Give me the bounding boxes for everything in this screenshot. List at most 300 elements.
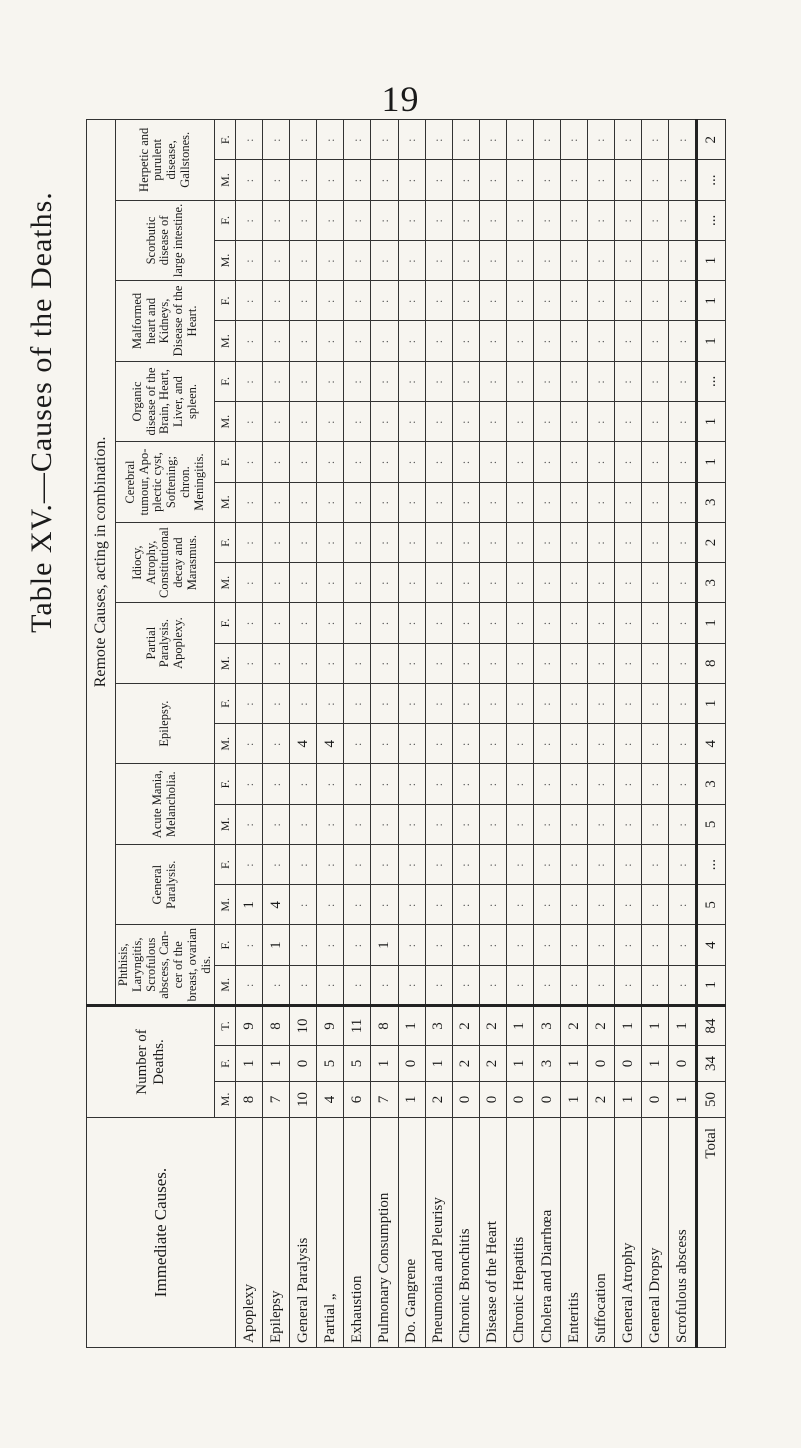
deaths-t: 11 bbox=[344, 1006, 371, 1046]
remote-cause-cell: : bbox=[290, 240, 317, 280]
remote-cause-cell: : bbox=[344, 119, 371, 159]
remote-cause-cell: : bbox=[290, 281, 317, 321]
deaths-f: 2 bbox=[479, 1046, 506, 1082]
remote-cause-cell: : bbox=[344, 563, 371, 603]
remote-cause-cell: : bbox=[398, 240, 425, 280]
remote-cause-cell: : bbox=[344, 643, 371, 683]
total-remote-cell: 2 bbox=[697, 119, 726, 159]
remote-cause-cell: : bbox=[317, 160, 344, 200]
remote-cause-cell: : bbox=[317, 844, 344, 884]
remote-cause-cell: : bbox=[587, 442, 614, 482]
remote-cause-header: Scorbutic disease of large intestine. bbox=[116, 200, 215, 281]
remote-cause-cell: : bbox=[479, 643, 506, 683]
remote-cause-cell: : bbox=[425, 925, 452, 965]
total-remote-cell: 3 bbox=[697, 482, 726, 522]
remote-cause-cell: : bbox=[425, 804, 452, 844]
remote-cause-cell: : bbox=[506, 442, 533, 482]
deaths-t: 2 bbox=[452, 1006, 479, 1046]
remote-cause-cell: : bbox=[371, 240, 398, 280]
deaths-m: 7 bbox=[263, 1082, 290, 1118]
total-remote-cell: 1 bbox=[697, 965, 726, 1005]
remote-cause-cell: : bbox=[425, 442, 452, 482]
remote-cause-cell: 1 bbox=[263, 925, 290, 965]
remote-cause-cell: : bbox=[669, 643, 697, 683]
remote-cause-cell: : bbox=[398, 603, 425, 643]
remote-cause-cell: : bbox=[641, 160, 668, 200]
table-row bbox=[506, 119, 533, 1347]
remote-cause-cell: : bbox=[398, 160, 425, 200]
deaths-m: 1 bbox=[669, 1082, 697, 1118]
total-remote-cell: 3 bbox=[697, 563, 726, 603]
remote-cause-cell: : bbox=[452, 925, 479, 965]
remote-cause-cell: : bbox=[614, 724, 641, 764]
m-subheader: M. bbox=[215, 563, 236, 603]
remote-cause-cell: : bbox=[425, 321, 452, 361]
remote-cause-cell: : bbox=[236, 844, 263, 884]
remote-cause-cell: : bbox=[533, 240, 560, 280]
deaths-m: 2 bbox=[587, 1082, 614, 1118]
remote-cause-cell: : bbox=[479, 804, 506, 844]
remote-cause-cell: : bbox=[479, 965, 506, 1005]
total-remote-cell: 1 bbox=[697, 240, 726, 280]
remote-cause-cell: : bbox=[669, 925, 697, 965]
remote-cause-cell: : bbox=[263, 119, 290, 159]
remote-cause-cell: : bbox=[317, 603, 344, 643]
remote-cause-cell: : bbox=[614, 522, 641, 562]
remote-cause-cell: : bbox=[669, 683, 697, 723]
remote-cause-cell: : bbox=[371, 482, 398, 522]
deaths-m: 8 bbox=[236, 1082, 263, 1118]
remote-cause-cell: : bbox=[425, 522, 452, 562]
remote-cause-cell: : bbox=[614, 321, 641, 361]
remote-cause-cell: : bbox=[425, 281, 452, 321]
remote-cause-cell: : bbox=[263, 643, 290, 683]
remote-cause-cell: : bbox=[371, 361, 398, 401]
remote-cause-cell: : bbox=[371, 643, 398, 683]
remote-cause-cell: : bbox=[344, 844, 371, 884]
deaths-t: 3 bbox=[533, 1006, 560, 1046]
remote-cause-cell: : bbox=[641, 683, 668, 723]
remote-cause-cell: : bbox=[371, 522, 398, 562]
deaths-f: 1 bbox=[371, 1046, 398, 1082]
m-header: M. bbox=[215, 1082, 236, 1118]
deaths-f: 1 bbox=[236, 1046, 263, 1082]
remote-cause-cell: : bbox=[560, 482, 587, 522]
remote-cause-cell: : bbox=[614, 119, 641, 159]
remote-cause-cell: : bbox=[614, 965, 641, 1005]
deaths-f: 1 bbox=[641, 1046, 668, 1082]
deaths-t: 9 bbox=[236, 1006, 263, 1046]
deaths-f: 1 bbox=[425, 1046, 452, 1082]
remote-cause-cell: : bbox=[669, 200, 697, 240]
remote-cause-cell: : bbox=[290, 119, 317, 159]
immediate-cause-label: Do. Gangrene bbox=[398, 1118, 425, 1348]
remote-cause-cell: : bbox=[614, 643, 641, 683]
remote-cause-cell: : bbox=[425, 683, 452, 723]
f-header: F. bbox=[215, 1046, 236, 1082]
remote-cause-header: General Paralysis. bbox=[116, 844, 215, 925]
total-remote-cell: 1 bbox=[697, 603, 726, 643]
table-row bbox=[317, 119, 344, 1347]
remote-cause-cell: : bbox=[290, 844, 317, 884]
remote-cause-cell: : bbox=[506, 925, 533, 965]
table-row bbox=[669, 119, 697, 1347]
f-subheader: F. bbox=[215, 442, 236, 482]
remote-cause-cell: : bbox=[560, 119, 587, 159]
remote-cause-cell: : bbox=[641, 643, 668, 683]
remote-cause-cell: : bbox=[479, 119, 506, 159]
remote-cause-cell: : bbox=[263, 563, 290, 603]
table-row bbox=[641, 119, 668, 1347]
remote-cause-cell: : bbox=[263, 764, 290, 804]
total-remote-cell: 1 bbox=[697, 321, 726, 361]
remote-cause-cell: : bbox=[344, 522, 371, 562]
deaths-f: 2 bbox=[452, 1046, 479, 1082]
remote-cause-cell: : bbox=[263, 281, 290, 321]
remote-cause-cell: : bbox=[641, 804, 668, 844]
remote-cause-cell: : bbox=[290, 321, 317, 361]
remote-cause-cell: : bbox=[452, 361, 479, 401]
remote-cause-cell: : bbox=[506, 603, 533, 643]
remote-cause-cell: : bbox=[479, 160, 506, 200]
remote-cause-cell: : bbox=[669, 965, 697, 1005]
remote-cause-cell: : bbox=[371, 402, 398, 442]
remote-cause-cell: : bbox=[560, 683, 587, 723]
remote-cause-cell: : bbox=[506, 643, 533, 683]
deaths-t: 10 bbox=[290, 1006, 317, 1046]
remote-cause-cell: : bbox=[533, 563, 560, 603]
remote-cause-cell: : bbox=[425, 240, 452, 280]
f-subheader: F. bbox=[215, 200, 236, 240]
remote-cause-cell: : bbox=[236, 361, 263, 401]
remote-cause-cell: : bbox=[669, 402, 697, 442]
remote-cause-cell: : bbox=[614, 281, 641, 321]
remote-cause-cell: : bbox=[290, 200, 317, 240]
remote-cause-cell: : bbox=[452, 281, 479, 321]
remote-cause-cell: : bbox=[317, 361, 344, 401]
remote-cause-cell: : bbox=[290, 563, 317, 603]
remote-cause-cell: : bbox=[641, 482, 668, 522]
remote-cause-cell: : bbox=[479, 240, 506, 280]
remote-cause-cell: : bbox=[452, 321, 479, 361]
remote-cause-cell: : bbox=[614, 240, 641, 280]
remote-cause-cell: : bbox=[479, 925, 506, 965]
remote-cause-cell: : bbox=[506, 240, 533, 280]
remote-cause-cell: : bbox=[614, 925, 641, 965]
remote-cause-cell: : bbox=[371, 764, 398, 804]
remote-cause-cell: : bbox=[587, 804, 614, 844]
remote-cause-cell: : bbox=[533, 200, 560, 240]
number-of-deaths-header: Number of Deaths. bbox=[87, 1006, 215, 1118]
remote-cause-cell: : bbox=[344, 603, 371, 643]
remote-cause-cell: : bbox=[587, 885, 614, 925]
remote-cause-cell: : bbox=[560, 764, 587, 804]
remote-cause-cell: : bbox=[587, 281, 614, 321]
remote-cause-cell: : bbox=[669, 119, 697, 159]
remote-cause-cell: : bbox=[533, 925, 560, 965]
remote-cause-cell: : bbox=[587, 321, 614, 361]
table-row bbox=[344, 119, 371, 1347]
remote-cause-header: Epilepsy. bbox=[116, 683, 215, 764]
remote-cause-cell: : bbox=[641, 119, 668, 159]
remote-cause-cell: : bbox=[317, 563, 344, 603]
remote-cause-cell: : bbox=[317, 925, 344, 965]
immediate-cause-label: Disease of the Heart bbox=[479, 1118, 506, 1348]
remote-cause-cell: : bbox=[506, 804, 533, 844]
remote-cause-cell: : bbox=[290, 361, 317, 401]
remote-cause-cell: : bbox=[479, 522, 506, 562]
remote-cause-cell: : bbox=[236, 683, 263, 723]
remote-cause-cell: : bbox=[263, 522, 290, 562]
deaths-t: 2 bbox=[560, 1006, 587, 1046]
remote-cause-cell: : bbox=[560, 402, 587, 442]
m-subheader: M. bbox=[215, 643, 236, 683]
remote-cause-cell: : bbox=[398, 402, 425, 442]
m-subheader: M. bbox=[215, 965, 236, 1005]
table-row bbox=[398, 119, 425, 1347]
remote-cause-cell: : bbox=[479, 885, 506, 925]
remote-cause-cell: : bbox=[425, 361, 452, 401]
deaths-f: 1 bbox=[263, 1046, 290, 1082]
remote-cause-cell: : bbox=[371, 844, 398, 884]
remote-cause-cell: : bbox=[236, 240, 263, 280]
remote-cause-cell: : bbox=[317, 522, 344, 562]
table-body bbox=[236, 119, 726, 1347]
immediate-cause-label: Scrofulous abscess bbox=[669, 1118, 697, 1348]
remote-cause-cell: : bbox=[344, 402, 371, 442]
remote-cause-cell: : bbox=[263, 724, 290, 764]
remote-cause-cell: : bbox=[263, 200, 290, 240]
remote-cause-cell: : bbox=[425, 643, 452, 683]
remote-cause-cell: : bbox=[263, 160, 290, 200]
remote-cause-cell: : bbox=[398, 925, 425, 965]
remote-cause-cell: : bbox=[641, 965, 668, 1005]
remote-cause-cell: : bbox=[614, 200, 641, 240]
remote-cause-cell: : bbox=[614, 160, 641, 200]
remote-cause-cell: : bbox=[533, 281, 560, 321]
remote-cause-cell: : bbox=[317, 402, 344, 442]
remote-causes-header: Remote Causes, acting in combination. bbox=[87, 119, 116, 1005]
remote-cause-cell: : bbox=[452, 563, 479, 603]
remote-cause-cell: : bbox=[236, 442, 263, 482]
remote-cause-cell: : bbox=[263, 804, 290, 844]
remote-cause-cell: : bbox=[533, 402, 560, 442]
remote-cause-cell: : bbox=[614, 402, 641, 442]
remote-cause-cell: : bbox=[587, 482, 614, 522]
total-remote-cell: 2 bbox=[697, 522, 726, 562]
remote-cause-cell: : bbox=[452, 844, 479, 884]
f-subheader: F. bbox=[215, 119, 236, 159]
deaths-f: 0 bbox=[614, 1046, 641, 1082]
remote-cause-cell: : bbox=[533, 885, 560, 925]
remote-cause-cell: : bbox=[479, 724, 506, 764]
total-remote-cell: ... bbox=[697, 160, 726, 200]
remote-cause-cell: : bbox=[371, 965, 398, 1005]
remote-cause-cell: : bbox=[344, 160, 371, 200]
remote-cause-cell: : bbox=[452, 643, 479, 683]
remote-cause-cell: : bbox=[398, 844, 425, 884]
total-remote-cell: 4 bbox=[697, 724, 726, 764]
remote-cause-cell: : bbox=[398, 200, 425, 240]
deaths-f: 0 bbox=[587, 1046, 614, 1082]
total-remote-cell: 1 bbox=[697, 683, 726, 723]
remote-cause-cell: : bbox=[236, 522, 263, 562]
remote-cause-cell: : bbox=[587, 844, 614, 884]
deaths-m: 6 bbox=[344, 1082, 371, 1118]
remote-cause-cell: : bbox=[452, 804, 479, 844]
remote-cause-cell: : bbox=[290, 764, 317, 804]
remote-cause-cell: : bbox=[398, 281, 425, 321]
remote-cause-cell: : bbox=[614, 844, 641, 884]
immediate-cause-label: General Dropsy bbox=[641, 1118, 668, 1348]
deaths-t: 1 bbox=[641, 1006, 668, 1046]
remote-cause-cell: : bbox=[425, 563, 452, 603]
table-row bbox=[587, 119, 614, 1347]
total-label: Total bbox=[697, 1118, 726, 1348]
remote-cause-cell: : bbox=[669, 885, 697, 925]
remote-cause-cell: : bbox=[371, 804, 398, 844]
deaths-m: 10 bbox=[290, 1082, 317, 1118]
remote-cause-cell: : bbox=[669, 482, 697, 522]
remote-cause-cell: : bbox=[506, 965, 533, 1005]
remote-cause-cell: : bbox=[290, 603, 317, 643]
table-row bbox=[371, 119, 398, 1347]
remote-cause-cell: : bbox=[560, 522, 587, 562]
remote-cause-cell: 1 bbox=[371, 925, 398, 965]
remote-cause-cell: : bbox=[398, 804, 425, 844]
remote-cause-cell: : bbox=[263, 442, 290, 482]
total-remote-cell: ... bbox=[697, 844, 726, 884]
remote-cause-cell: : bbox=[236, 402, 263, 442]
f-subheader: F. bbox=[215, 844, 236, 884]
deaths-m: 1 bbox=[398, 1082, 425, 1118]
remote-cause-cell: : bbox=[641, 402, 668, 442]
remote-cause-cell: : bbox=[533, 482, 560, 522]
remote-cause-cell: : bbox=[425, 119, 452, 159]
remote-cause-cell: : bbox=[317, 281, 344, 321]
remote-cause-cell: : bbox=[587, 361, 614, 401]
remote-cause-cell: : bbox=[317, 442, 344, 482]
remote-cause-cell: : bbox=[560, 160, 587, 200]
remote-cause-cell: : bbox=[236, 965, 263, 1005]
remote-cause-cell: : bbox=[669, 160, 697, 200]
m-subheader: M. bbox=[215, 724, 236, 764]
remote-cause-cell: : bbox=[317, 643, 344, 683]
remote-cause-cell: : bbox=[452, 683, 479, 723]
deaths-t: 1 bbox=[398, 1006, 425, 1046]
remote-cause-header: Idiocy, Atrophy, Constitutional decay and Marasmus. bbox=[116, 522, 215, 603]
immediate-cause-label: Chronic Bronchitis bbox=[452, 1118, 479, 1348]
remote-cause-cell: : bbox=[560, 844, 587, 884]
remote-cause-cell: : bbox=[371, 119, 398, 159]
remote-cause-cell: : bbox=[317, 764, 344, 804]
remote-cause-cell: : bbox=[560, 804, 587, 844]
remote-cause-cell: : bbox=[371, 724, 398, 764]
remote-cause-cell: : bbox=[479, 361, 506, 401]
remote-cause-cell: : bbox=[398, 522, 425, 562]
remote-cause-cell: : bbox=[290, 643, 317, 683]
remote-cause-cell: : bbox=[317, 321, 344, 361]
deaths-f: 5 bbox=[344, 1046, 371, 1082]
remote-cause-cell: : bbox=[533, 965, 560, 1005]
remote-cause-cell: : bbox=[479, 482, 506, 522]
remote-cause-cell: : bbox=[587, 200, 614, 240]
remote-cause-cell: : bbox=[452, 522, 479, 562]
remote-cause-cell: : bbox=[641, 361, 668, 401]
deaths-f: 0 bbox=[398, 1046, 425, 1082]
table-row bbox=[290, 119, 317, 1347]
remote-cause-cell: : bbox=[398, 764, 425, 804]
deaths-m: 0 bbox=[506, 1082, 533, 1118]
remote-cause-cell: : bbox=[669, 442, 697, 482]
remote-cause-cell: : bbox=[506, 119, 533, 159]
remote-cause-cell: : bbox=[371, 200, 398, 240]
immediate-cause-label: Enteritis bbox=[560, 1118, 587, 1348]
remote-cause-cell: : bbox=[479, 683, 506, 723]
remote-cause-cell: : bbox=[398, 965, 425, 1005]
deaths-t: 9 bbox=[317, 1006, 344, 1046]
remote-cause-cell: : bbox=[317, 804, 344, 844]
m-subheader: M. bbox=[215, 804, 236, 844]
immediate-cause-label: Cholera and Diarrhœa bbox=[533, 1118, 560, 1348]
m-subheader: M. bbox=[215, 885, 236, 925]
remote-cause-cell: : bbox=[533, 683, 560, 723]
remote-cause-cell: : bbox=[452, 603, 479, 643]
deaths-f: 3 bbox=[533, 1046, 560, 1082]
remote-cause-cell: : bbox=[533, 804, 560, 844]
remote-cause-header: Herpetic and purulent disease, Gallstones. bbox=[116, 119, 215, 200]
immediate-cause-label: Suffocation bbox=[587, 1118, 614, 1348]
remote-cause-cell: : bbox=[344, 281, 371, 321]
remote-cause-cell: : bbox=[560, 724, 587, 764]
remote-cause-cell: : bbox=[641, 563, 668, 603]
total-remote-cell: 4 bbox=[697, 925, 726, 965]
remote-cause-cell: : bbox=[452, 885, 479, 925]
remote-cause-cell: : bbox=[560, 885, 587, 925]
remote-cause-cell: : bbox=[263, 321, 290, 361]
remote-cause-cell: : bbox=[398, 563, 425, 603]
remote-cause-cell: : bbox=[560, 965, 587, 1005]
remote-cause-cell: : bbox=[587, 925, 614, 965]
remote-cause-cell: : bbox=[560, 643, 587, 683]
remote-cause-cell: : bbox=[533, 119, 560, 159]
remote-cause-cell: : bbox=[263, 361, 290, 401]
remote-cause-cell: : bbox=[560, 361, 587, 401]
remote-cause-cell: : bbox=[506, 321, 533, 361]
remote-cause-cell: : bbox=[560, 563, 587, 603]
remote-cause-cell: : bbox=[290, 522, 317, 562]
causes-table-container bbox=[86, 120, 726, 1348]
remote-cause-cell: : bbox=[236, 764, 263, 804]
remote-cause-cell: : bbox=[479, 281, 506, 321]
deaths-f: 1 bbox=[506, 1046, 533, 1082]
remote-cause-cell: : bbox=[587, 643, 614, 683]
remote-cause-cell: : bbox=[425, 885, 452, 925]
remote-cause-cell: : bbox=[669, 240, 697, 280]
m-subheader: M. bbox=[215, 240, 236, 280]
remote-cause-cell: : bbox=[641, 603, 668, 643]
remote-cause-cell: : bbox=[263, 240, 290, 280]
remote-cause-cell: : bbox=[641, 321, 668, 361]
remote-cause-cell: : bbox=[614, 764, 641, 804]
remote-cause-cell: 4 bbox=[290, 724, 317, 764]
remote-cause-cell: : bbox=[425, 160, 452, 200]
remote-cause-cell: : bbox=[479, 764, 506, 804]
remote-cause-cell: : bbox=[506, 160, 533, 200]
remote-cause-cell: : bbox=[506, 522, 533, 562]
remote-cause-cell: : bbox=[533, 321, 560, 361]
remote-cause-cell: : bbox=[344, 965, 371, 1005]
